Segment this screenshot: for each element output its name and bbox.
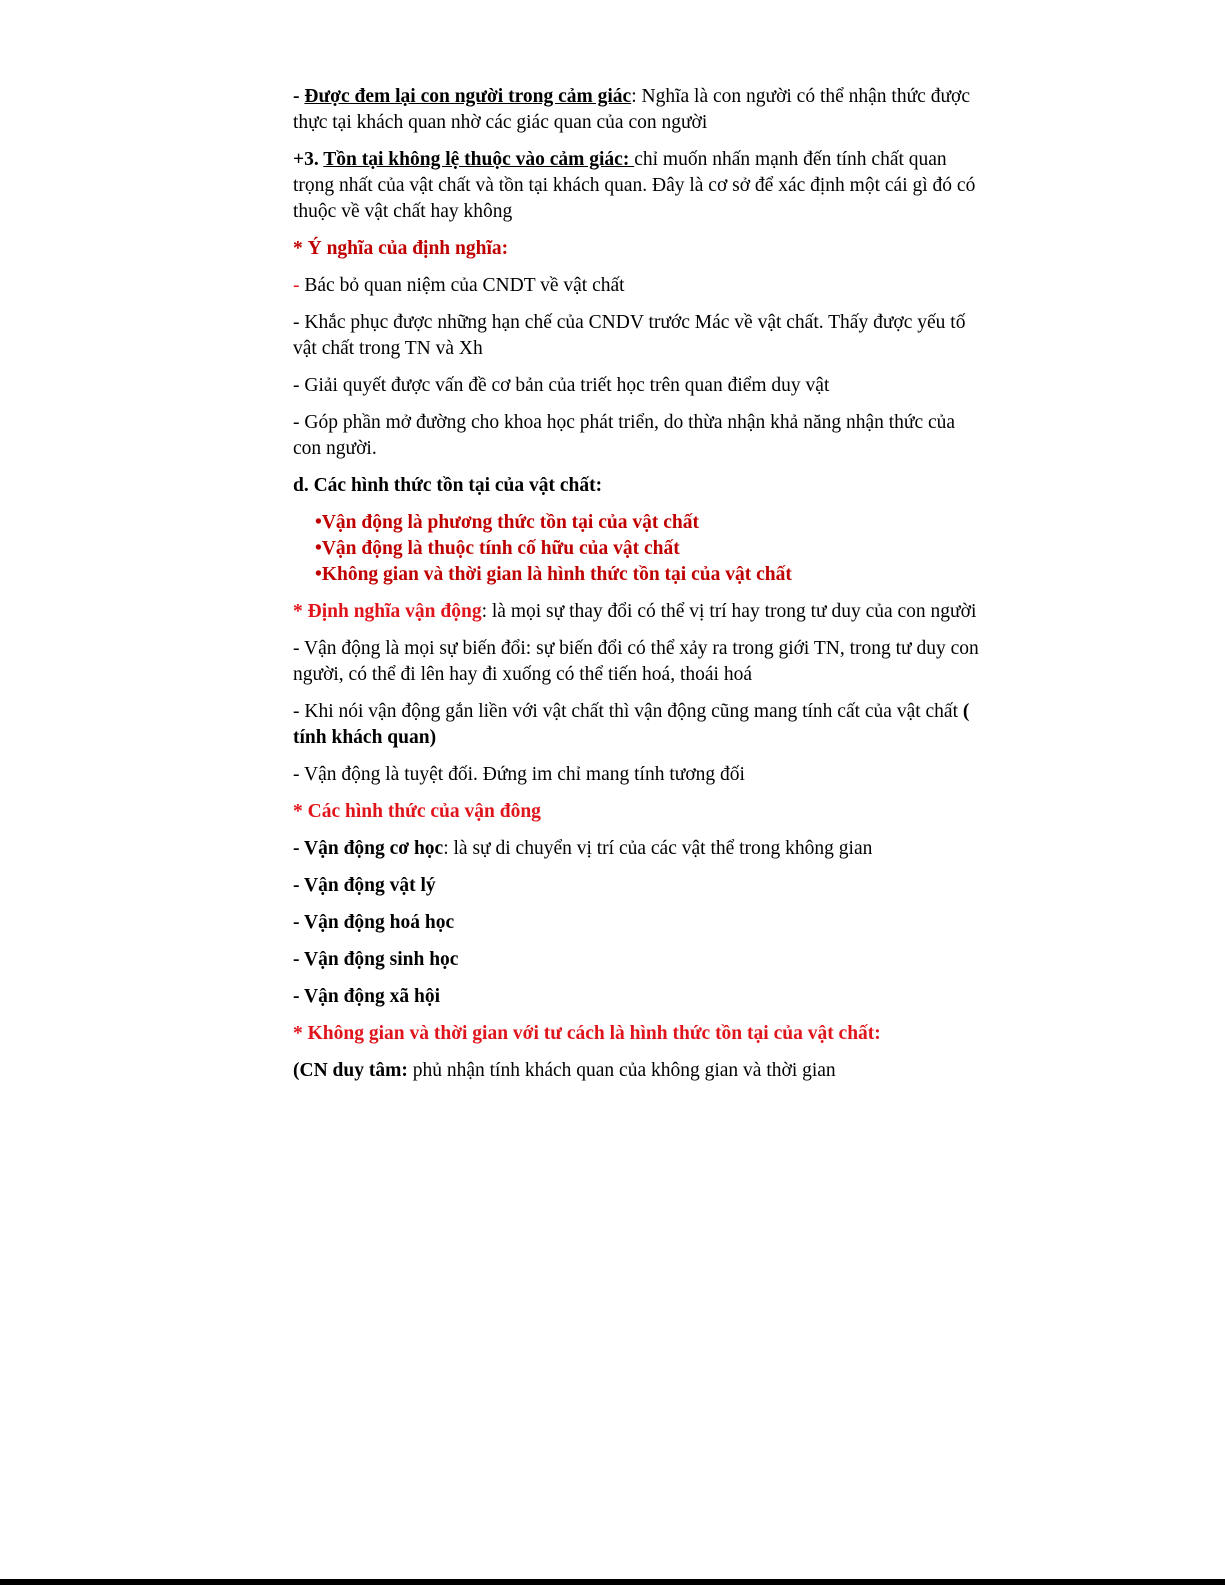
heading-motion-forms: * Các hình thức của vận đông bbox=[293, 801, 541, 822]
motion-item-3: - Vận động là tuyệt đối. Đứng im chỉ mang tính tương đối bbox=[293, 764, 745, 785]
paragraph-sensation bbox=[293, 84, 983, 136]
paragraph-idealism bbox=[293, 1058, 983, 1084]
item-number: +3. bbox=[293, 149, 324, 170]
dash: - bbox=[293, 275, 300, 296]
motion-item-1: - Vận động là mọi sự biến đổi: sự biến đổi có thể xảy ra trong giới TN, trong tư duy con người, có thể đi lên hay đi xuống có thể tiến hoá, thoái hoá bbox=[293, 638, 979, 685]
bullet-item: •Không gian và thời gian là hình thức tồn tại của vật chất bbox=[315, 564, 792, 585]
motion-form-label: - Vận động cơ học bbox=[293, 838, 444, 859]
term-independence: Tồn tại không lệ thuộc vào cảm giác: bbox=[323, 149, 635, 170]
bullet-item: •Vận động là thuộc tính cố hữu của vật chất bbox=[315, 538, 680, 559]
motion-definition-label: * Định nghĩa vận động bbox=[293, 601, 482, 622]
bullet-list bbox=[293, 510, 983, 588]
document-page bbox=[293, 84, 983, 1095]
paragraph-text: : Nghĩa là con người có thể nhận thức được thực tại khách quan nhờ các giác quan của con người bbox=[293, 86, 970, 133]
term-sensation: Được đem lại con người trong cảm giác bbox=[304, 86, 632, 107]
paragraph-text: - Khi nói vận động gắn liền với vật chất thì vận động cũng mang tính cất của vật chất bbox=[293, 701, 963, 722]
paragraph-text: Bác bỏ quan niệm của CNDT về vật chất bbox=[299, 275, 625, 296]
heading-space-time: * Không gian và thời gian với tư cách là hình thức tồn tại của vật chất: bbox=[293, 1023, 881, 1044]
paragraph-text: : là mọi sự thay đổi có thể vị trí hay trong tư duy của con người bbox=[481, 601, 977, 622]
paragraph-text: phủ nhận tính khách quan của không gian và thời gian bbox=[407, 1060, 836, 1081]
dash: - bbox=[293, 86, 305, 107]
paragraph-text: : là sự di chuyển vị trí của các vật thể trong không gian bbox=[443, 838, 873, 859]
motion-form-chemical: - Vận động hoá học bbox=[293, 912, 455, 933]
bullet-item: •Vận động là phương thức tồn tại của vật chất bbox=[315, 512, 699, 533]
idealism-label: (CN duy tâm: bbox=[293, 1060, 408, 1081]
emphasis: ( tính khách quan) bbox=[293, 701, 970, 748]
heading-forms-of-existence: d. Các hình thức tồn tại của vật chất: bbox=[293, 475, 603, 496]
meaning-item-4: - Góp phần mở đường cho khoa học phát triển, do thừa nhận khả năng nhận thức của con người. bbox=[293, 412, 956, 459]
page-bottom-border bbox=[0, 1579, 1225, 1585]
motion-form-biological: - Vận động sinh học bbox=[293, 949, 459, 970]
motion-form-social: - Vận động xã hội bbox=[293, 986, 441, 1007]
motion-form-physical: - Vận động vật lý bbox=[293, 875, 436, 896]
paragraph-independence bbox=[293, 147, 983, 225]
meaning-item-3: - Giải quyết được vấn đề cơ bản của triết học trên quan điểm duy vật bbox=[293, 375, 830, 396]
meaning-item-1 bbox=[293, 273, 983, 299]
heading-meaning: * Ý nghĩa của định nghĩa: bbox=[293, 238, 509, 259]
motion-definition bbox=[293, 599, 983, 625]
motion-item-2 bbox=[293, 699, 983, 751]
paragraph-text: chỉ muốn nhấn mạnh đến tính chất quan trọng nhất của vật chất và tồn tại khách quan. Đây là cơ sở để xác định một cái gì đó có thuộc về vật chất hay không bbox=[293, 149, 976, 222]
motion-form-mechanical bbox=[293, 836, 983, 862]
meaning-item-2: - Khắc phục được những hạn chế của CNDV trước Mác về vật chất. Thấy được yếu tố vật chất trong TN và Xh bbox=[293, 312, 966, 359]
